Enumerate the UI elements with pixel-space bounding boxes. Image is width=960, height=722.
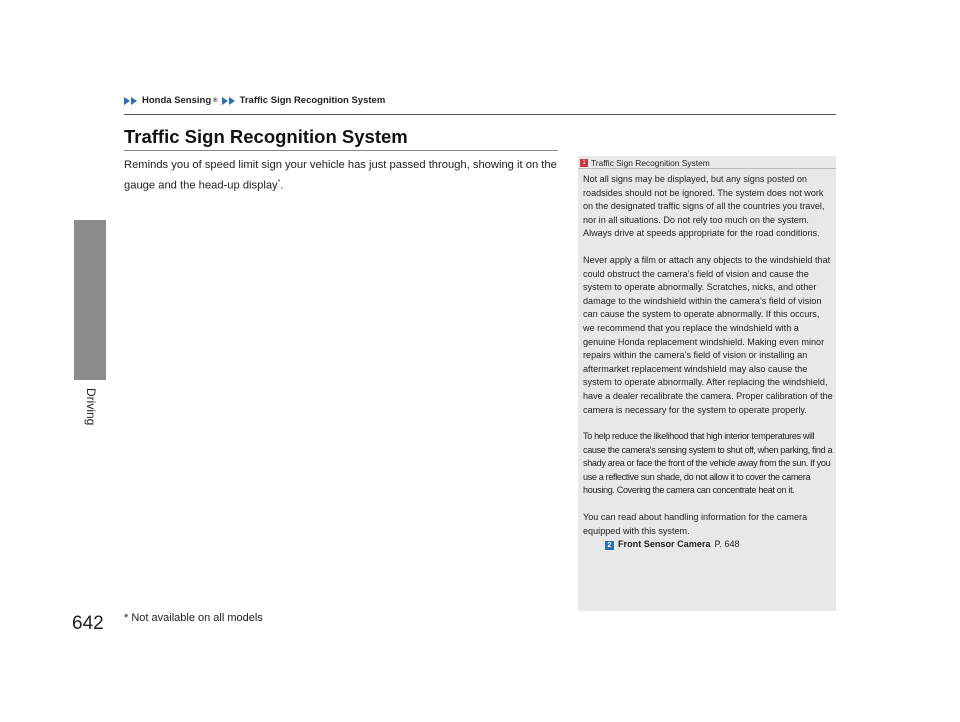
note-number-icon: 1: [580, 159, 588, 167]
intro-period: .: [280, 179, 284, 192]
note-sidebar-divider: [578, 168, 836, 169]
breadcrumb: [124, 95, 385, 106]
note-sidebar-header: [580, 158, 710, 168]
breadcrumb-item-honda-sensing[interactable]: Honda Sensing: [142, 95, 212, 106]
page-title: Traffic Sign Recognition System: [124, 126, 408, 147]
intro-paragraph: [124, 157, 564, 195]
intro-text: Reminds you of speed limit sign your vehicle has just passed through, showing it on the gauge and the head-up display: [124, 159, 557, 192]
title-divider: [124, 150, 558, 151]
asterisk-mark: *: [277, 179, 281, 186]
chapter-label: Driving: [84, 388, 98, 426]
breadcrumb-arrow-icon: [124, 97, 137, 105]
note-paragraph: You can read about handling information for the camera equipped with this system.: [583, 512, 808, 536]
chapter-tab: [74, 220, 106, 380]
note-sidebar-title: Traffic Sign Recognition System: [591, 158, 710, 168]
header-divider: [124, 114, 836, 115]
cross-reference-page[interactable]: P. 648: [714, 539, 740, 550]
reference-arrow-icon: 2: [605, 541, 614, 550]
note-paragraph: To help reduce the likelihood that high interior temperatures will cause the camera’s sensing system to shut off, when parking, find a shady area or face the front of the vehicle away from the sun. If you use a reflective sun shade, do not allow it to cover the camera housing. Covering the camera can concentrate heat on it.: [583, 431, 833, 496]
note-paragraph: Never apply a film or attach any objects to the windshield that could obstruct the camera’s field of vision and cause the system to operate abnormally. Scratches, nicks, and other damage to the windshield within the camera’s field of vision can cause the system to operate abnormally. If this occurs, we recommend that you replace the windshield with a genuine Honda replacement windshield. Making even minor repairs within the camera’s field of vision or installing an aftermarket replacement windshield may also cause the system to operate abnormally. After replacing the windshield, have a dealer recalibrate the camera. Proper calibration of the camera is necessary for the system to operate properly.: [583, 254, 833, 415]
registered-mark: ®: [213, 97, 218, 104]
note-paragraph: Not all signs may be displayed, but any signs posted on roadsides should not be ignored. The system does not work on the designated traffic signs of all the countries you travel, nor in all situations. Do not rely too much on the system. Always drive at speeds appropriate for the road conditions.: [583, 174, 825, 239]
page-number: 642: [72, 613, 104, 634]
breadcrumb-arrow-icon: [222, 97, 235, 105]
footnote: * Not available on all models: [124, 612, 263, 624]
cross-reference-link[interactable]: [605, 538, 833, 552]
note-sidebar-body: [583, 173, 833, 552]
cross-reference-title[interactable]: Front Sensor Camera: [618, 539, 711, 550]
breadcrumb-item-traffic-sign[interactable]: Traffic Sign Recognition System: [239, 95, 386, 106]
